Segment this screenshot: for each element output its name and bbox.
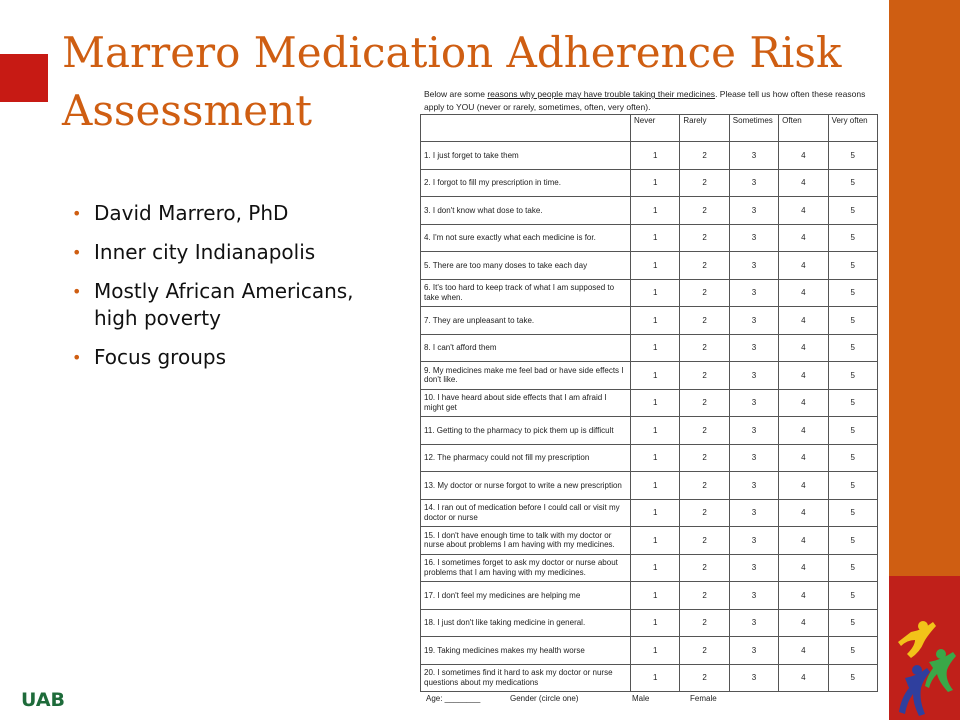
bullet-text: Focus groups bbox=[94, 345, 226, 369]
rating-cell: 3 bbox=[729, 472, 778, 500]
item-text: 19. Taking medicines makes my health worse bbox=[421, 637, 631, 665]
rating-cell: 5 bbox=[828, 279, 877, 307]
rating-cell: 1 bbox=[631, 389, 680, 417]
rating-cell: 3 bbox=[729, 169, 778, 197]
slide-title: Marrero Medication Adherence Risk Assessment bbox=[62, 28, 842, 135]
rating-cell: 2 bbox=[680, 142, 729, 170]
rating-cell: 1 bbox=[631, 334, 680, 362]
rating-cell: 4 bbox=[779, 197, 828, 225]
table-row bbox=[421, 609, 878, 637]
rating-cell: 2 bbox=[680, 307, 729, 335]
rating-cell: 4 bbox=[779, 142, 828, 170]
bullet-icon: • bbox=[72, 243, 82, 262]
rating-cell: 4 bbox=[779, 637, 828, 665]
item-text: 12. The pharmacy could not fill my prescription bbox=[421, 444, 631, 472]
rating-cell: 1 bbox=[631, 197, 680, 225]
bullet-item bbox=[72, 344, 372, 371]
uab-logo bbox=[12, 688, 74, 710]
table-row bbox=[421, 664, 878, 692]
bullet-item bbox=[72, 200, 372, 227]
table-row bbox=[421, 582, 878, 610]
yellow-figure-icon bbox=[898, 621, 936, 658]
table-header-row bbox=[421, 115, 878, 142]
people-figures-icon bbox=[893, 618, 959, 718]
green-figure-icon bbox=[925, 649, 956, 692]
rating-cell: 1 bbox=[631, 224, 680, 252]
rating-cell: 2 bbox=[680, 664, 729, 692]
item-text: 17. I don't feel my medicines are helping me bbox=[421, 582, 631, 610]
rating-cell: 3 bbox=[729, 197, 778, 225]
rating-cell: 1 bbox=[631, 527, 680, 555]
rating-cell: 5 bbox=[828, 307, 877, 335]
rating-cell: 4 bbox=[779, 169, 828, 197]
rating-cell: 5 bbox=[828, 169, 877, 197]
rating-cell: 2 bbox=[680, 472, 729, 500]
rating-cell: 3 bbox=[729, 389, 778, 417]
left-accent-square bbox=[0, 54, 48, 102]
column-header: Rarely bbox=[680, 115, 729, 142]
rating-cell: 4 bbox=[779, 252, 828, 280]
rating-cell: 5 bbox=[828, 252, 877, 280]
instructions-text: Below are some bbox=[424, 89, 488, 99]
bullet-item bbox=[72, 278, 372, 332]
table-row bbox=[421, 142, 878, 170]
right-accent-bar bbox=[889, 0, 960, 576]
table-row bbox=[421, 169, 878, 197]
rating-cell: 5 bbox=[828, 527, 877, 555]
table-row bbox=[421, 444, 878, 472]
item-text: 16. I sometimes forget to ask my doctor or nurse about problems that I am having with my medicines. bbox=[421, 554, 631, 582]
rating-cell: 3 bbox=[729, 224, 778, 252]
rating-cell: 2 bbox=[680, 389, 729, 417]
item-text: 9. My medicines make me feel bad or have side effects I don't like. bbox=[421, 362, 631, 390]
rating-cell: 3 bbox=[729, 582, 778, 610]
rating-cell: 1 bbox=[631, 472, 680, 500]
rating-cell: 4 bbox=[779, 444, 828, 472]
rating-cell: 1 bbox=[631, 169, 680, 197]
rating-cell: 3 bbox=[729, 334, 778, 362]
rating-cell: 3 bbox=[729, 252, 778, 280]
rating-cell: 1 bbox=[631, 307, 680, 335]
rating-cell: 1 bbox=[631, 499, 680, 527]
gender-label: Gender (circle one) bbox=[510, 694, 579, 703]
rating-cell: 1 bbox=[631, 609, 680, 637]
rating-cell: 3 bbox=[729, 307, 778, 335]
rating-cell: 2 bbox=[680, 279, 729, 307]
bullet-text: Mostly African Americans, high poverty bbox=[94, 279, 354, 330]
item-text: 4. I'm not sure exactly what each medicine is for. bbox=[421, 224, 631, 252]
item-text: 11. Getting to the pharmacy to pick them up is difficult bbox=[421, 417, 631, 445]
instructions-text: . Please tell us how often these reasons apply to YOU (never or rarely, sometimes, often, very often). bbox=[424, 89, 866, 112]
rating-cell: 4 bbox=[779, 499, 828, 527]
bullet-icon: • bbox=[72, 204, 82, 223]
rating-cell: 5 bbox=[828, 609, 877, 637]
rating-cell: 5 bbox=[828, 142, 877, 170]
rating-cell: 1 bbox=[631, 362, 680, 390]
rating-cell: 4 bbox=[779, 334, 828, 362]
rating-cell: 5 bbox=[828, 197, 877, 225]
form-instructions bbox=[424, 88, 884, 114]
assessment-form-image bbox=[392, 78, 889, 716]
rating-cell: 4 bbox=[779, 389, 828, 417]
rating-cell: 1 bbox=[631, 279, 680, 307]
table-row bbox=[421, 224, 878, 252]
table-row bbox=[421, 389, 878, 417]
age-field-label: Age: ________ bbox=[426, 694, 481, 703]
column-header: Sometimes bbox=[729, 115, 778, 142]
item-text: 10. I have heard about side effects that I am afraid I might get bbox=[421, 389, 631, 417]
table-body bbox=[421, 142, 878, 692]
table-row bbox=[421, 417, 878, 445]
rating-cell: 4 bbox=[779, 582, 828, 610]
rating-cell: 1 bbox=[631, 142, 680, 170]
table-row bbox=[421, 334, 878, 362]
table-row bbox=[421, 554, 878, 582]
rating-cell: 2 bbox=[680, 609, 729, 637]
column-header: Very often bbox=[828, 115, 877, 142]
rating-cell: 5 bbox=[828, 472, 877, 500]
rating-cell: 5 bbox=[828, 582, 877, 610]
rating-cell: 2 bbox=[680, 417, 729, 445]
rating-cell: 2 bbox=[680, 197, 729, 225]
rating-cell: 1 bbox=[631, 417, 680, 445]
rating-cell: 3 bbox=[729, 554, 778, 582]
bullet-item bbox=[72, 239, 372, 266]
rating-cell: 1 bbox=[631, 664, 680, 692]
rating-cell: 5 bbox=[828, 664, 877, 692]
table-row bbox=[421, 472, 878, 500]
item-text: 20. I sometimes find it hard to ask my doctor or nurse questions about my medications bbox=[421, 664, 631, 692]
rating-cell: 3 bbox=[729, 142, 778, 170]
blue-figure-icon bbox=[899, 665, 930, 716]
rating-cell: 2 bbox=[680, 554, 729, 582]
rating-cell: 4 bbox=[779, 362, 828, 390]
item-text: 8. I can't afford them bbox=[421, 334, 631, 362]
rating-cell: 2 bbox=[680, 224, 729, 252]
assessment-table bbox=[420, 114, 878, 692]
rating-cell: 1 bbox=[631, 637, 680, 665]
bullet-list bbox=[72, 200, 372, 383]
gender-option-female: Female bbox=[690, 694, 717, 703]
bullet-text: David Marrero, PhD bbox=[94, 201, 289, 225]
item-text: 6. It's too hard to keep track of what I am supposed to take when. bbox=[421, 279, 631, 307]
table-row bbox=[421, 527, 878, 555]
rating-cell: 4 bbox=[779, 472, 828, 500]
rating-cell: 3 bbox=[729, 637, 778, 665]
rating-cell: 4 bbox=[779, 307, 828, 335]
rating-cell: 4 bbox=[779, 609, 828, 637]
rating-cell: 4 bbox=[779, 664, 828, 692]
rating-cell: 5 bbox=[828, 389, 877, 417]
rating-cell: 5 bbox=[828, 334, 877, 362]
rating-cell: 4 bbox=[779, 279, 828, 307]
rating-cell: 3 bbox=[729, 444, 778, 472]
rating-cell: 3 bbox=[729, 417, 778, 445]
item-text: 2. I forgot to fill my prescription in time. bbox=[421, 169, 631, 197]
table-row bbox=[421, 252, 878, 280]
table-row bbox=[421, 197, 878, 225]
rating-cell: 3 bbox=[729, 609, 778, 637]
item-text: 15. I don't have enough time to talk with my doctor or nurse about problems I am having with my medicines. bbox=[421, 527, 631, 555]
rating-cell: 1 bbox=[631, 582, 680, 610]
rating-cell: 4 bbox=[779, 527, 828, 555]
table-row bbox=[421, 637, 878, 665]
item-text: 14. I ran out of medication before I could call or visit my doctor or nurse bbox=[421, 499, 631, 527]
uab-logo-text: UAB bbox=[20, 689, 66, 710]
rating-cell: 5 bbox=[828, 554, 877, 582]
rating-cell: 5 bbox=[828, 362, 877, 390]
rating-cell: 3 bbox=[729, 499, 778, 527]
rating-cell: 4 bbox=[779, 417, 828, 445]
header-blank bbox=[421, 115, 631, 142]
rating-cell: 5 bbox=[828, 224, 877, 252]
rating-cell: 3 bbox=[729, 527, 778, 555]
item-text: 1. I just forget to take them bbox=[421, 142, 631, 170]
rating-cell: 5 bbox=[828, 499, 877, 527]
rating-cell: 1 bbox=[631, 252, 680, 280]
bullet-text: Inner city Indianapolis bbox=[94, 240, 316, 264]
rating-cell: 2 bbox=[680, 169, 729, 197]
rating-cell: 3 bbox=[729, 664, 778, 692]
rating-cell: 2 bbox=[680, 637, 729, 665]
column-header: Never bbox=[631, 115, 680, 142]
rating-cell: 3 bbox=[729, 362, 778, 390]
rating-cell: 5 bbox=[828, 444, 877, 472]
item-text: 5. There are too many doses to take each day bbox=[421, 252, 631, 280]
rating-cell: 1 bbox=[631, 554, 680, 582]
gender-option-male: Male bbox=[632, 694, 650, 703]
rating-cell: 4 bbox=[779, 224, 828, 252]
rating-cell: 2 bbox=[680, 334, 729, 362]
table-row bbox=[421, 362, 878, 390]
rating-cell: 2 bbox=[680, 582, 729, 610]
rating-cell: 5 bbox=[828, 417, 877, 445]
item-text: 13. My doctor or nurse forgot to write a new prescription bbox=[421, 472, 631, 500]
rating-cell: 2 bbox=[680, 444, 729, 472]
rating-cell: 3 bbox=[729, 279, 778, 307]
rating-cell: 2 bbox=[680, 499, 729, 527]
rating-cell: 5 bbox=[828, 637, 877, 665]
bullet-icon: • bbox=[72, 282, 82, 301]
rating-cell: 4 bbox=[779, 554, 828, 582]
item-text: 7. They are unpleasant to take. bbox=[421, 307, 631, 335]
table-row bbox=[421, 499, 878, 527]
rating-cell: 2 bbox=[680, 252, 729, 280]
column-header: Often bbox=[779, 115, 828, 142]
item-text: 18. I just don't like taking medicine in general. bbox=[421, 609, 631, 637]
rating-cell: 1 bbox=[631, 444, 680, 472]
rating-cell: 2 bbox=[680, 362, 729, 390]
rating-cell: 2 bbox=[680, 527, 729, 555]
item-text: 3. I don't know what dose to take. bbox=[421, 197, 631, 225]
instructions-underlined-text: reasons why people may have trouble taking their medicines bbox=[487, 89, 716, 99]
table-row bbox=[421, 307, 878, 335]
table-row bbox=[421, 279, 878, 307]
bullet-icon: • bbox=[72, 348, 82, 367]
